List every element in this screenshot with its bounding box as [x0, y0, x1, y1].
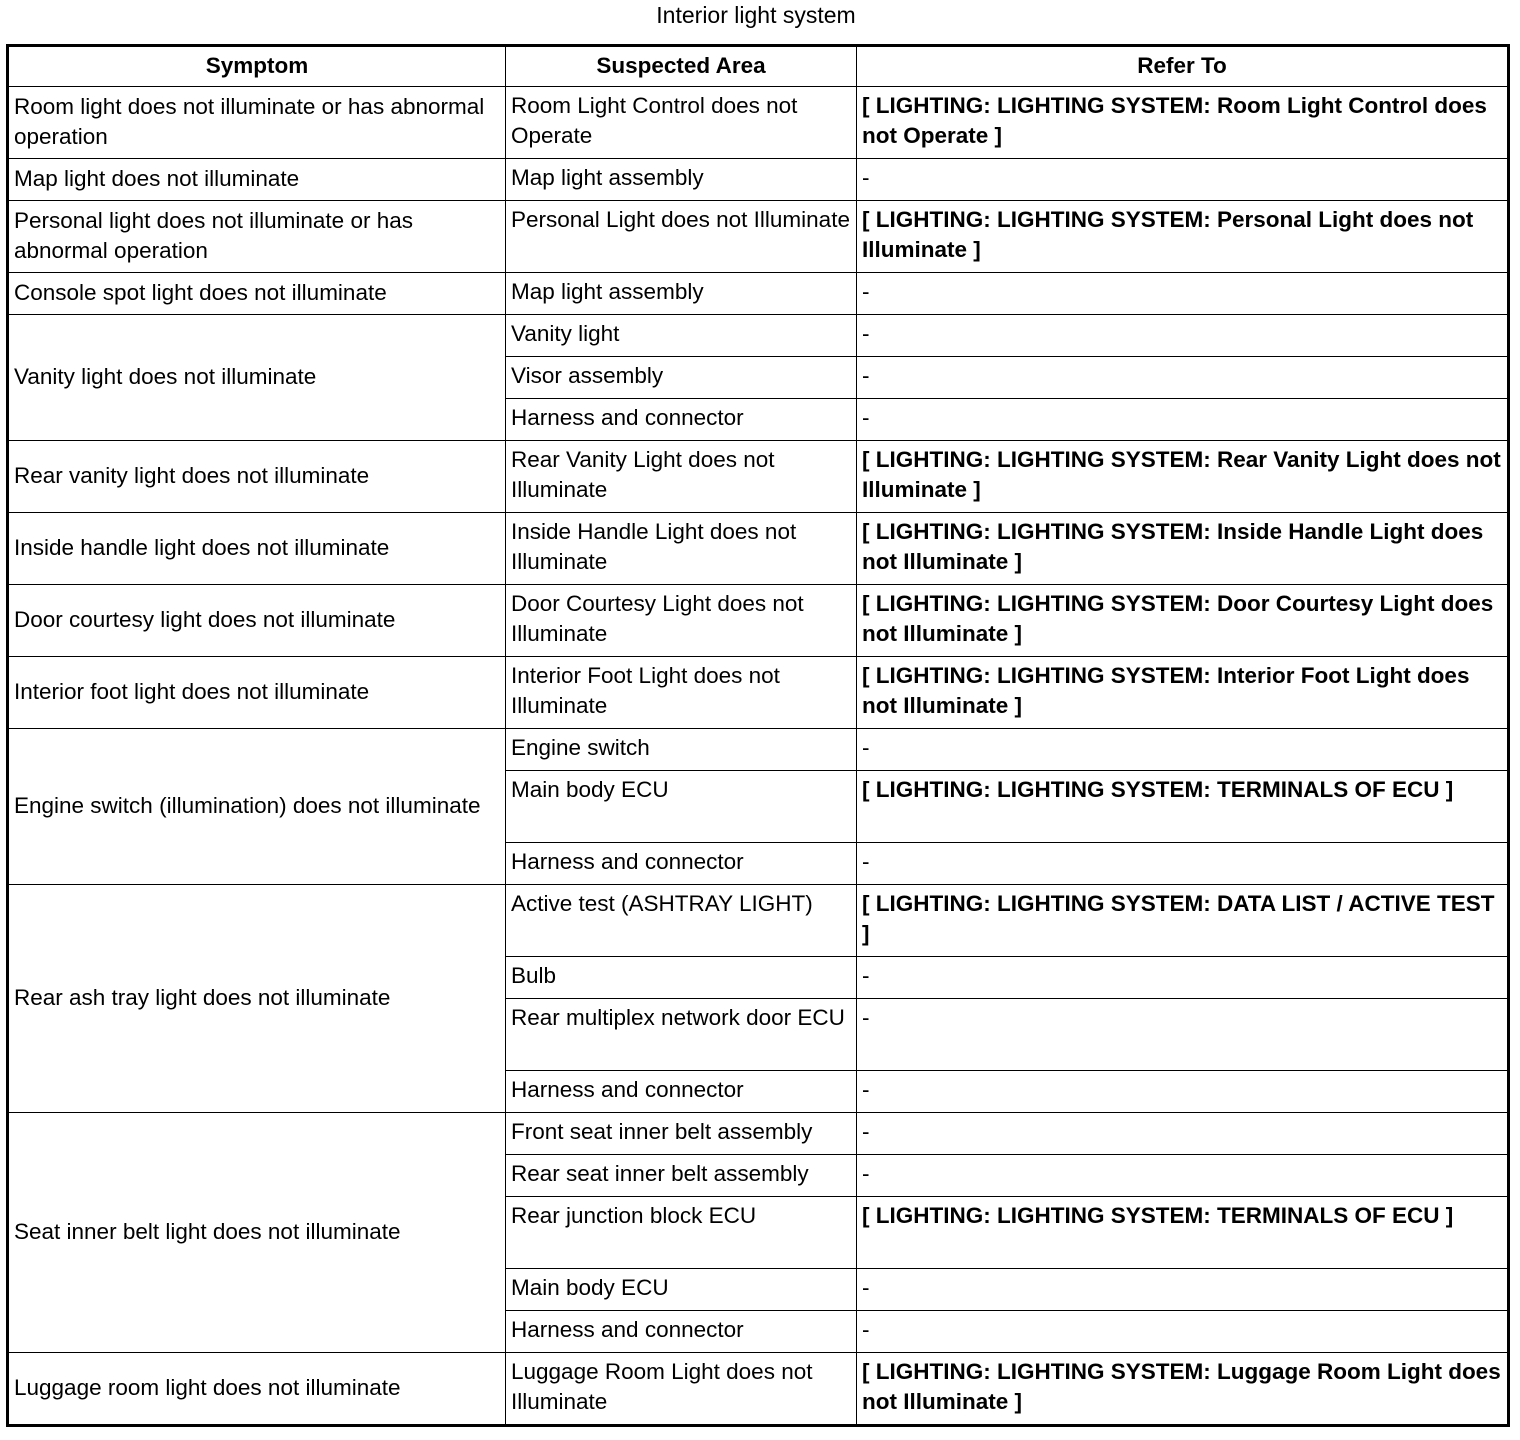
refer-to-cell: -: [857, 999, 1509, 1071]
table-row: [8, 315, 1509, 357]
suspected-area-cell: Luggage Room Light does not Illuminate: [506, 1353, 857, 1426]
suspected-area-cell: Main body ECU: [506, 1269, 857, 1311]
symptom-cell: Room light does not illuminate or has abnormal operation: [8, 87, 506, 159]
table-row: [8, 585, 1509, 657]
problem-symptoms-table: [6, 44, 1510, 1427]
symptom-cell: Personal light does not illuminate or has abnormal operation: [8, 201, 506, 273]
symptom-cell: Luggage room light does not illuminate: [8, 1353, 506, 1426]
refer-to-cell: -: [857, 729, 1509, 771]
symptom-cell: Door courtesy light does not illuminate: [8, 585, 506, 657]
refer-to-link[interactable]: [ LIGHTING: LIGHTING SYSTEM: Rear Vanity Light does not Illuminate ]: [857, 441, 1509, 513]
suspected-area-cell: Rear junction block ECU: [506, 1197, 857, 1269]
refer-to-link[interactable]: [ LIGHTING: LIGHTING SYSTEM: TERMINALS OF ECU ]: [857, 771, 1509, 843]
refer-to-link[interactable]: [ LIGHTING: LIGHTING SYSTEM: TERMINALS OF ECU ]: [857, 1197, 1509, 1269]
table-header-row: [8, 46, 1509, 87]
page-title: Interior light system: [656, 2, 856, 28]
symptom-cell: Rear ash tray light does not illuminate: [8, 885, 506, 1113]
suspected-area-cell: Map light assembly: [506, 159, 857, 201]
refer-to-cell: -: [857, 1155, 1509, 1197]
refer-to-link[interactable]: [ LIGHTING: LIGHTING SYSTEM: Luggage Room Light does not Illuminate ]: [857, 1353, 1509, 1426]
suspected-area-cell: Front seat inner belt assembly: [506, 1113, 857, 1155]
table-row: [8, 657, 1509, 729]
suspected-area-cell: Harness and connector: [506, 843, 857, 885]
symptom-cell: Rear vanity light does not illuminate: [8, 441, 506, 513]
symptom-cell: Map light does not illuminate: [8, 159, 506, 201]
header-symptom: Symptom: [8, 46, 506, 87]
refer-to-cell: -: [857, 273, 1509, 315]
suspected-area-cell: Rear seat inner belt assembly: [506, 1155, 857, 1197]
table-row: [8, 201, 1509, 273]
table-row: [8, 513, 1509, 585]
refer-to-cell: -: [857, 1071, 1509, 1113]
suspected-area-cell: Vanity light: [506, 315, 857, 357]
refer-to-link[interactable]: [ LIGHTING: LIGHTING SYSTEM: Room Light Control does not Operate ]: [857, 87, 1509, 159]
refer-to-link[interactable]: [ LIGHTING: LIGHTING SYSTEM: Interior Foot Light does not Illuminate ]: [857, 657, 1509, 729]
suspected-area-cell: Inside Handle Light does not Illuminate: [506, 513, 857, 585]
table-body: [8, 87, 1509, 1426]
suspected-area-cell: Active test (ASHTRAY LIGHT): [506, 885, 857, 957]
refer-to-link[interactable]: [ LIGHTING: LIGHTING SYSTEM: Inside Handle Light does not Illuminate ]: [857, 513, 1509, 585]
refer-to-link[interactable]: [ LIGHTING: LIGHTING SYSTEM: Door Courtesy Light does not Illuminate ]: [857, 585, 1509, 657]
suspected-area-cell: Harness and connector: [506, 1311, 857, 1353]
table-row: [8, 87, 1509, 159]
refer-to-cell: -: [857, 1311, 1509, 1353]
header-suspected-area: Suspected Area: [506, 46, 857, 87]
suspected-area-cell: Main body ECU: [506, 771, 857, 843]
suspected-area-cell: Visor assembly: [506, 357, 857, 399]
suspected-area-cell: Harness and connector: [506, 1071, 857, 1113]
symptom-cell: Interior foot light does not illuminate: [8, 657, 506, 729]
refer-to-cell: -: [857, 399, 1509, 441]
symptom-cell: Inside handle light does not illuminate: [8, 513, 506, 585]
table-row: [8, 885, 1509, 957]
refer-to-cell: -: [857, 1269, 1509, 1311]
symptom-cell: Engine switch (illumination) does not illuminate: [8, 729, 506, 885]
suspected-area-cell: Personal Light does not Illuminate: [506, 201, 857, 273]
table-row: [8, 273, 1509, 315]
refer-to-link[interactable]: [ LIGHTING: LIGHTING SYSTEM: DATA LIST / ACTIVE TEST ]: [857, 885, 1509, 957]
table-row: [8, 1113, 1509, 1155]
refer-to-cell: -: [857, 1113, 1509, 1155]
symptom-cell: Vanity light does not illuminate: [8, 315, 506, 441]
refer-to-link[interactable]: [ LIGHTING: LIGHTING SYSTEM: Personal Light does not Illuminate ]: [857, 201, 1509, 273]
refer-to-cell: -: [857, 159, 1509, 201]
suspected-area-cell: Interior Foot Light does not Illuminate: [506, 657, 857, 729]
suspected-area-cell: Harness and connector: [506, 399, 857, 441]
symptom-cell: Console spot light does not illuminate: [8, 273, 506, 315]
suspected-area-cell: Rear Vanity Light does not Illuminate: [506, 441, 857, 513]
table-row: [8, 159, 1509, 201]
refer-to-cell: -: [857, 843, 1509, 885]
refer-to-cell: -: [857, 315, 1509, 357]
header-refer-to: Refer To: [857, 46, 1509, 87]
table-row: [8, 1353, 1509, 1426]
symptom-cell: Seat inner belt light does not illuminate: [8, 1113, 506, 1353]
suspected-area-cell: Door Courtesy Light does not Illuminate: [506, 585, 857, 657]
suspected-area-cell: Rear multiplex network door ECU: [506, 999, 857, 1071]
table-row: [8, 441, 1509, 513]
suspected-area-cell: Bulb: [506, 957, 857, 999]
refer-to-cell: -: [857, 957, 1509, 999]
suspected-area-cell: Room Light Control does not Operate: [506, 87, 857, 159]
suspected-area-cell: Engine switch: [506, 729, 857, 771]
suspected-area-cell: Map light assembly: [506, 273, 857, 315]
table-row: [8, 729, 1509, 771]
refer-to-cell: -: [857, 357, 1509, 399]
